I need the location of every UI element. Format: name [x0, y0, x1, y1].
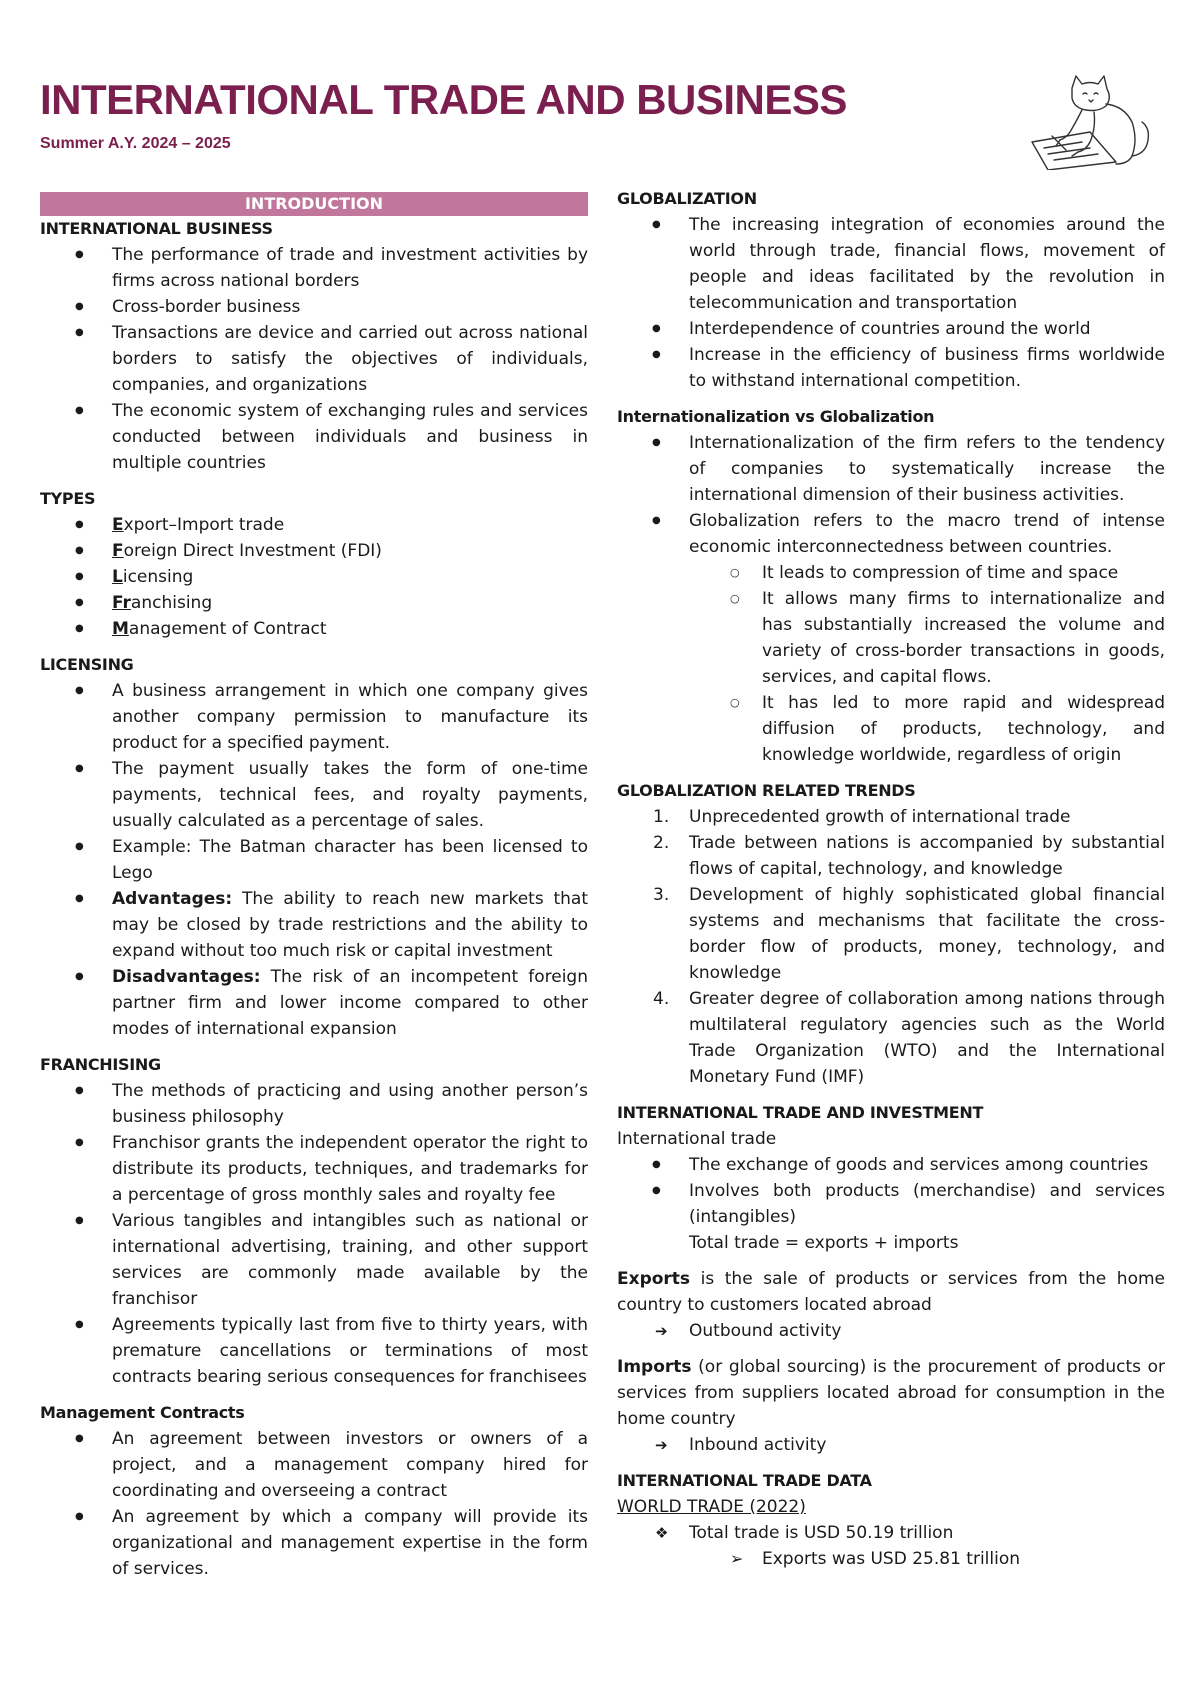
globalization-list	[617, 212, 1165, 394]
trends-list	[617, 804, 1165, 1090]
list-item-text: Greater degree of collaboration among nations through multilateral regulatory agencies such as the World Trade Organization (WTO) and the International Monetary Fund (IMF)	[689, 989, 1165, 1087]
list-item	[40, 564, 588, 590]
page-subtitle: Summer A.Y. 2024 – 2025	[40, 135, 231, 152]
list-item: ● Transactions are device and carried out across national borders to satisfy the objectives of individuals, companies, and organizations	[40, 320, 588, 398]
disadvantages-text: The risk of an incompetent foreign partner firm and lower income compared to other modes of international expansion	[112, 967, 588, 1039]
list-item: ● The economic system of exchanging rules and services conducted between individuals and business in multiple countries	[40, 398, 588, 476]
list-item	[40, 538, 588, 564]
list-number: 3.	[653, 885, 670, 905]
list-item: ● Franchisor grants the independent operator the right to distribute its products, techniques, and trademarks for a percentage of gross monthly sales and royalty fee	[40, 1130, 588, 1208]
globalization-sublist	[617, 560, 1165, 768]
list-item	[40, 886, 588, 964]
franchising-list	[40, 1078, 588, 1390]
imports-arrow-list	[617, 1432, 1165, 1458]
advantages-text: The ability to reach new markets that may be closed by trade restrictions and the ability to expand without too much risk or capital investment	[112, 889, 588, 961]
left-column	[40, 192, 588, 1582]
types-list	[40, 512, 588, 642]
disadvantages-label: Disadvantages:	[112, 967, 261, 987]
trade-data-list	[617, 1520, 1165, 1546]
list-item: ● Interdependence of countries around the world	[617, 316, 1165, 342]
advantages-label: Advantages:	[112, 889, 233, 909]
exports-arrow-list	[617, 1318, 1165, 1344]
exports-definition	[617, 1266, 1165, 1318]
cat-writing-icon	[1020, 70, 1160, 170]
acronym-letter: M	[112, 619, 129, 639]
list-item: ● Cross-border business	[40, 294, 588, 320]
subheading-international-trade: International trade	[617, 1129, 777, 1149]
list-item: ● The performance of trade and investment activities by firms across national borders	[40, 242, 588, 294]
list-item-text: Development of highly sophisticated global financial systems and mechanisms that facilitate the cross-border flow of products, money, technology, and knowledge	[689, 885, 1165, 983]
heading-globalization-trends: GLOBALIZATION RELATED TRENDS	[617, 781, 916, 800]
heading-licensing: LICENSING	[40, 655, 134, 674]
heading-globalization: GLOBALIZATION	[617, 189, 757, 208]
list-item: ● Globalization refers to the macro trend of intense economic interconnectedness between countries.	[617, 508, 1165, 560]
licensing-list	[40, 678, 588, 1042]
list-item: ❖ Total trade is USD 50.19 trillion	[617, 1520, 1165, 1546]
section-banner-introduction: INTRODUCTION	[40, 192, 588, 216]
international-trade-list	[617, 1152, 1165, 1256]
list-item: ➢ Exports was USD 25.81 trillion	[617, 1546, 1165, 1572]
list-item	[617, 1178, 1165, 1256]
exports-text: is the sale of products or services from the home country to customers located abroad	[617, 1269, 1165, 1315]
list-item-text: Trade between nations is accompanied by substantial flows of capital, technology, and knowledge	[689, 833, 1165, 879]
heading-types: TYPES	[40, 489, 96, 508]
acronym-letter: F	[112, 541, 124, 561]
heading-international-business: INTERNATIONAL BUSINESS	[40, 219, 273, 238]
list-item-text: icensing	[122, 567, 194, 587]
list-item: ● An agreement by which a company will provide its organizational and management expertise in the form of services.	[40, 1504, 588, 1582]
exports-label: Exports	[617, 1269, 691, 1289]
heading-trade-data: INTERNATIONAL TRADE DATA	[617, 1471, 872, 1490]
page-title: INTERNATIONAL TRADE AND BUSINESS	[40, 76, 847, 123]
list-item: ● A business arrangement in which one company gives another company permission to manufacture its product for a specified payment.	[40, 678, 588, 756]
management-contracts-list	[40, 1426, 588, 1582]
trade-data-sublist	[617, 1546, 1165, 1572]
heading-management-contracts: Management Contracts	[40, 1403, 245, 1422]
imports-label: Imports	[617, 1357, 692, 1377]
international-business-list	[40, 242, 588, 476]
list-item: ○ It leads to compression of time and space	[617, 560, 1165, 586]
list-item: ● Various tangibles and intangibles such as national or international advertising, training, and other support services are commonly made available by the franchisor	[40, 1208, 588, 1312]
list-item-text: Involves both products (merchandise) and services (intangibles)	[689, 1181, 1165, 1227]
acronym-letter: Fr	[112, 593, 131, 613]
list-item	[617, 882, 1165, 986]
list-item: ● An agreement between investors or owners of a project, and a management company hired for coordinating and overseeing a contract	[40, 1426, 588, 1504]
list-item: ○ It has led to more rapid and widespread diffusion of products, technology, and knowledge worldwide, regardless of origin	[617, 690, 1165, 768]
internationalization-list	[617, 430, 1165, 560]
right-column	[617, 186, 1165, 1572]
acronym-letter: E	[112, 515, 124, 535]
heading-trade-and-investment: INTERNATIONAL TRADE AND INVESTMENT	[617, 1103, 984, 1122]
total-trade-formula: Total trade = exports + imports	[689, 1233, 959, 1253]
list-item	[40, 616, 588, 642]
list-item: ➔ Inbound activity	[617, 1432, 1165, 1458]
list-item-text: oreign Direct Investment (FDI)	[123, 541, 382, 561]
list-item: ● Agreements typically last from five to thirty years, with premature cancellations or terminations of most contracts bearing serious consequences for franchisees	[40, 1312, 588, 1390]
list-item	[617, 804, 1165, 830]
list-number: 1.	[653, 807, 670, 827]
list-item	[617, 830, 1165, 882]
list-item: ● The payment usually takes the form of one-time payments, technical fees, and royalty payments, usually calculated as a percentage of sales.	[40, 756, 588, 834]
list-number: 4.	[653, 989, 670, 1009]
list-item-text: anchising	[130, 593, 213, 613]
list-item: ● The exchange of goods and services among countries	[617, 1152, 1165, 1178]
list-item	[617, 986, 1165, 1090]
list-item: ○ It allows many firms to internationalize and has substantially increased the volume and variety of cross-border transactions in goods, services, and capital flows.	[617, 586, 1165, 690]
subheading-world-trade: WORLD TRADE (2022)	[617, 1497, 806, 1517]
list-item	[40, 512, 588, 538]
list-item: ● Internationalization of the firm refers to the tendency of companies to systematically increase the international dimension of their business activities.	[617, 430, 1165, 508]
list-item-text: Unprecedented growth of international trade	[689, 807, 1071, 827]
list-item-text: anagement of Contract	[128, 619, 327, 639]
list-item: ● The increasing integration of economies around the world through trade, financial flows, movement of people and ideas facilitated by the revolution in telecommunication and transportation	[617, 212, 1165, 316]
list-item: ➔ Outbound activity	[617, 1318, 1165, 1344]
list-item: ● Increase in the efficiency of business firms worldwide to withstand international competition.	[617, 342, 1165, 394]
list-number: 2.	[653, 833, 670, 853]
imports-definition	[617, 1354, 1165, 1432]
acronym-letter: L	[112, 567, 123, 587]
list-item	[40, 964, 588, 1042]
list-item	[40, 590, 588, 616]
list-item: ● The methods of practicing and using another person’s business philosophy	[40, 1078, 588, 1130]
imports-text: (or global sourcing) is the procurement of products or services from suppliers located abroad for consumption in the home country	[617, 1357, 1165, 1429]
heading-internationalization-vs-globalization: Internationalization vs Globalization	[617, 407, 935, 426]
list-item-text: xport–Import trade	[123, 515, 285, 535]
list-item: ● Example: The Batman character has been licensed to Lego	[40, 834, 588, 886]
heading-franchising: FRANCHISING	[40, 1055, 161, 1074]
